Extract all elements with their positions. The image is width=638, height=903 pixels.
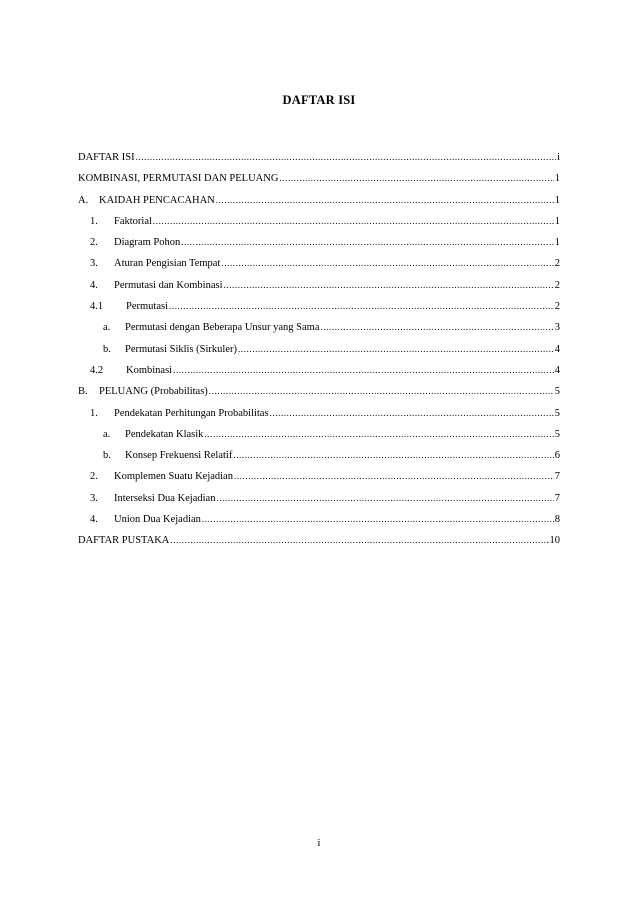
- toc-page-number: 5: [554, 386, 560, 398]
- dot-leader: [136, 151, 556, 163]
- dot-leader: [238, 343, 554, 355]
- toc-entry-label: Konsep Frekuensi Relatif: [125, 450, 233, 462]
- toc-entry-number: B.: [78, 386, 88, 398]
- toc-entry-aturan-pengisian-tempat[interactable]: [78, 257, 560, 278]
- toc-page-number: 2: [554, 301, 560, 313]
- toc-entry-label: Permutasi: [126, 301, 168, 313]
- toc-entry-label: Permutasi Siklis (Sirkuler): [125, 343, 237, 355]
- toc-page-number: 8: [554, 514, 560, 526]
- page-title: DAFTAR ISI: [282, 93, 356, 107]
- toc-entry-number: a.: [103, 428, 111, 440]
- toc-entry-pendekatan-klasik[interactable]: [78, 428, 560, 449]
- toc-entry-number: A.: [78, 194, 89, 206]
- toc-page-number: 7: [554, 471, 560, 483]
- dot-leader: [221, 257, 553, 269]
- dot-leader: [169, 300, 554, 312]
- toc-entry-number: b.: [103, 343, 111, 355]
- toc-entry-label: KAIDAH PENCACAHAN: [99, 194, 215, 206]
- toc-entry-permutasi[interactable]: [78, 300, 560, 321]
- toc-entry-label: Komplemen Suatu Kejadian: [114, 471, 233, 483]
- toc-entry-union[interactable]: [78, 513, 560, 534]
- toc-page-number: 4: [554, 364, 560, 376]
- toc-entry-label: Diagram Pohon: [114, 237, 181, 249]
- dot-leader: [204, 428, 553, 440]
- toc-page-number: 7: [554, 492, 560, 504]
- toc-entry-label: PELUANG (Probabilitas): [99, 386, 208, 398]
- toc-entry-frekuensi-relatif[interactable]: [78, 449, 560, 470]
- toc-entry-label: Faktorial: [114, 215, 152, 227]
- toc-entry-label: KOMBINASI, PERMUTASI DAN PELUANG: [78, 173, 279, 185]
- dot-leader: [173, 364, 554, 376]
- dot-leader: [279, 172, 553, 184]
- toc-entry-label: Kombinasi: [126, 364, 173, 376]
- toc-entry-permutasi-unsur-sama[interactable]: [78, 321, 560, 342]
- toc-page-number: 2: [554, 258, 560, 270]
- toc-entry-daftar-pustaka[interactable]: [78, 534, 560, 555]
- dot-leader: [216, 194, 554, 206]
- toc-entry-number: 1.: [90, 215, 98, 227]
- toc-entry-label: DAFTAR ISI: [78, 152, 135, 163]
- toc-entry-daftar-isi[interactable]: [78, 151, 560, 172]
- toc-entry-permutasi-dan-kombinasi[interactable]: [78, 279, 560, 300]
- toc-entry-number: 2.: [90, 471, 98, 483]
- toc-page-number: 1: [554, 215, 560, 227]
- toc-page-number: 2: [554, 279, 560, 291]
- dot-leader: [209, 385, 554, 397]
- toc-entry-label: Permutasi dan Kombinasi: [114, 279, 223, 291]
- page-number-footer: i: [317, 838, 321, 849]
- toc-page-number: 3: [554, 322, 560, 334]
- dot-leader: [234, 470, 554, 482]
- toc-page-number: 1: [554, 194, 560, 206]
- toc-entry-label: Pendekatan Klasik: [125, 428, 204, 440]
- toc-page-number: 1: [554, 173, 560, 185]
- dot-leader: [153, 215, 554, 227]
- toc-entry-peluang[interactable]: [78, 385, 560, 406]
- dot-leader: [202, 513, 554, 525]
- toc-entry-interseksi[interactable]: [78, 492, 560, 513]
- toc-entry-number: 4.1: [90, 301, 104, 313]
- toc-entry-label: DAFTAR PUSTAKA: [78, 535, 170, 547]
- toc-page-number: i: [557, 152, 560, 163]
- dot-leader: [170, 534, 548, 546]
- toc-entry-pendekatan-perhitungan[interactable]: [78, 407, 560, 428]
- toc-entry-permutasi-siklis[interactable]: [78, 343, 560, 364]
- toc-entry-number: b.: [103, 450, 111, 462]
- dot-leader: [181, 236, 554, 248]
- toc-entry-label: Aturan Pengisian Tempat: [114, 258, 221, 270]
- toc-entry-kaidah-pencacahan[interactable]: [78, 194, 560, 215]
- toc-entry-number: 3.: [90, 492, 98, 504]
- table-of-contents: [78, 151, 560, 556]
- toc-page-number: 5: [554, 428, 560, 440]
- toc-entry-number: 4.: [90, 279, 98, 291]
- toc-entry-label: Pendekatan Perhitungan Probabilitas: [114, 407, 269, 419]
- toc-entry-label: Permutasi dengan Beberapa Unsur yang Sama: [125, 322, 320, 334]
- dot-leader: [270, 407, 554, 419]
- toc-entry-kombinasi-sub[interactable]: [78, 364, 560, 385]
- toc-entry-diagram-pohon[interactable]: [78, 236, 560, 257]
- dot-leader: [216, 492, 553, 504]
- toc-page-number: 1: [554, 237, 560, 249]
- toc-entry-number: 2.: [90, 237, 98, 249]
- toc-entry-label: Interseksi Dua Kejadian: [114, 492, 216, 504]
- toc-entry-komplemen[interactable]: [78, 470, 560, 491]
- dot-leader: [224, 279, 554, 291]
- toc-page-number: 5: [554, 407, 560, 419]
- toc-entry-number: 3.: [90, 258, 98, 270]
- toc-entry-number: 4.2: [90, 364, 104, 376]
- toc-page-number: 4: [554, 343, 560, 355]
- toc-page-number: 10: [549, 535, 560, 547]
- toc-entry-number: 4.: [90, 514, 98, 526]
- toc-entry-label: Union Dua Kejadian: [114, 514, 201, 526]
- toc-page-number: 6: [554, 450, 560, 462]
- toc-entry-kombinasi[interactable]: [78, 172, 560, 193]
- toc-entry-number: 1.: [90, 407, 98, 419]
- dot-leader: [233, 449, 553, 461]
- dot-leader: [321, 321, 554, 333]
- toc-entry-number: a.: [103, 322, 111, 334]
- toc-entry-faktorial[interactable]: [78, 215, 560, 236]
